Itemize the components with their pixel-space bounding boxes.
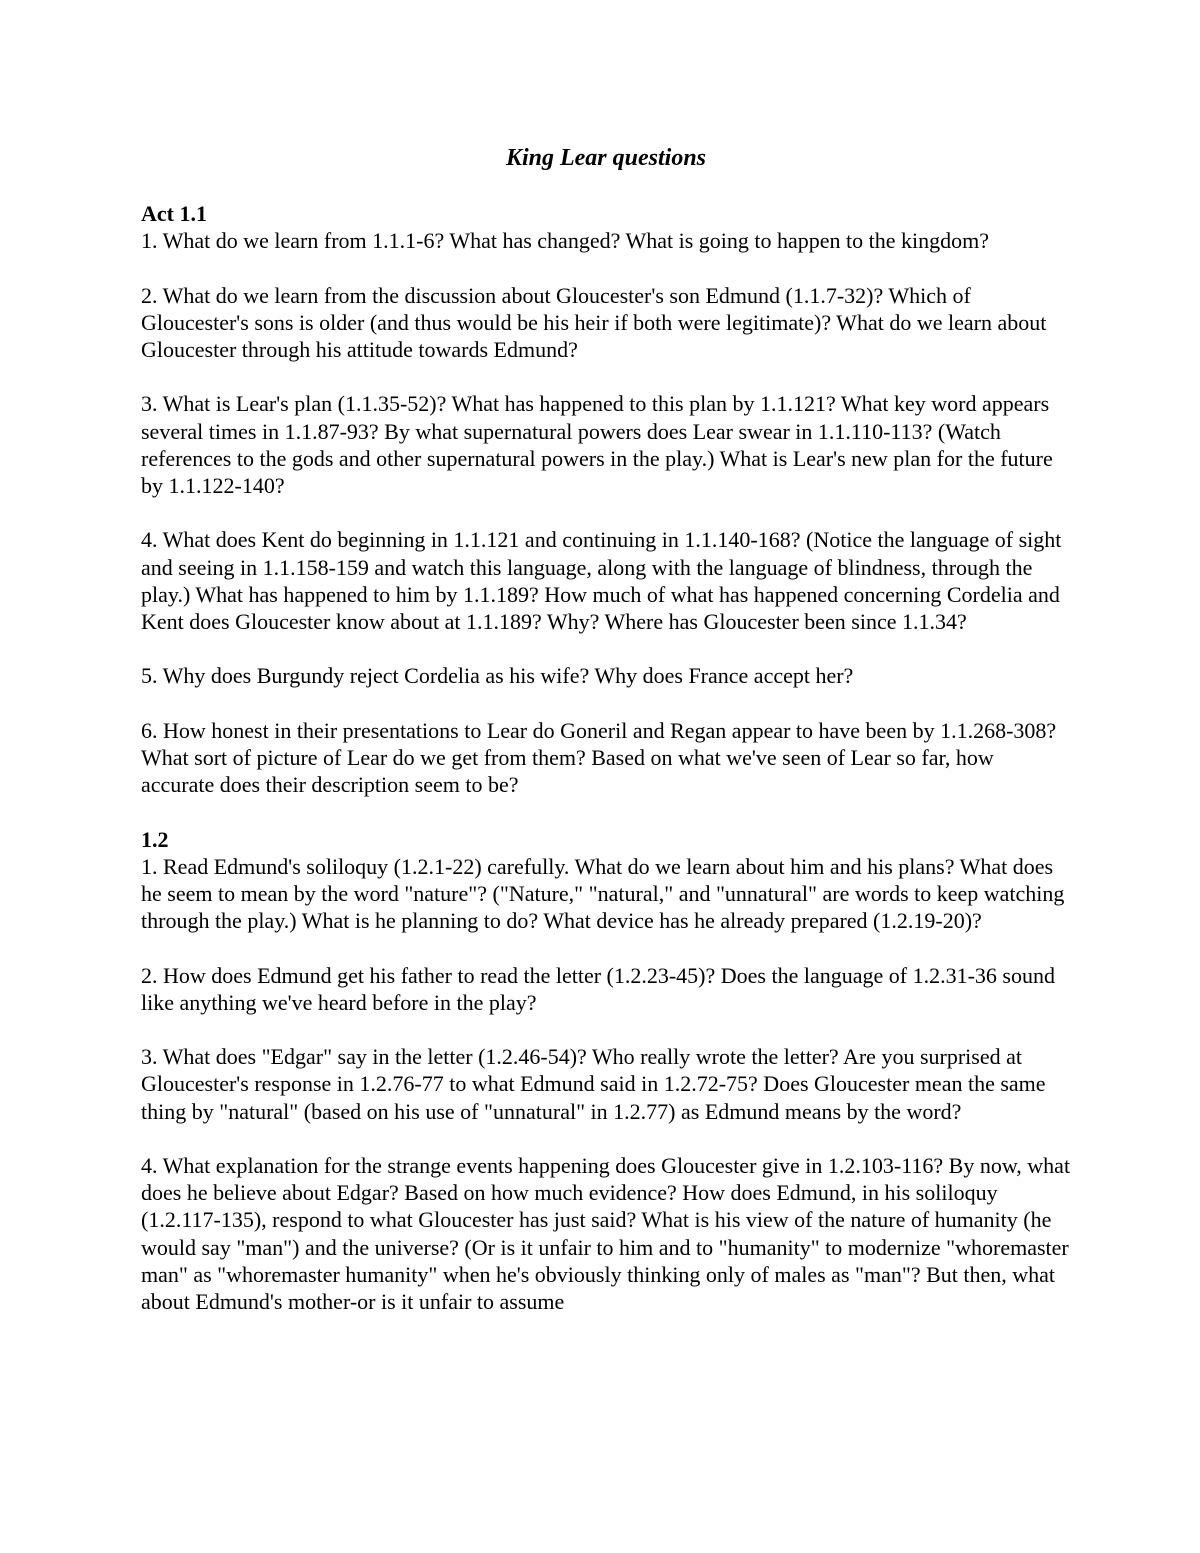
question-paragraph: 5. Why does Burgundy reject Cordelia as his wife? Why does France accept her? <box>141 663 854 689</box>
question-paragraph: 1. Read Edmund's soliloquy (1.2.1-22) carefully. What do we learn about him and his plans? What does he seem to mean by the word "nature"? ("Nature," "natural," and "unnatural" are words to keep watching through the play.) What is he planning to do? What device has he already prepared (1.2.19-20)? <box>141 853 1065 934</box>
question-paragraph: 3. What does "Edgar" say in the letter (1.2.46-54)? Who really wrote the letter? Are you surprised at Gloucester's response in 1.2.76-77 to what Edmund said in 1.2.72-75? Does Gloucester mean the same thing by "natural" (based on his use of "unnatural" in 1.2.77) as Edmund means by the word? <box>141 1044 1046 1124</box>
document-page <box>141 140 1071 1327</box>
question-paragraph: 6. How honest in their presentations to Lear do Goneril and Regan appear to have been by 1.1.268-308? What sort of picture of Lear do we get from them? Based on what we've seen of Lear so far, how accurate does their description seem to be? <box>141 717 1057 798</box>
question-paragraph: 4. What explanation for the strange events happening does Gloucester give in 1.2.103-116? By now, what does he believe about Edgar? Based on how much evidence? How does Edmund, in his soliloquy (1.2.117-135), respond to what Gloucester has just said? What is his view of the nature of humanity (he would say "man") and the universe? (Or is it unfair to him and to "humanity" to modernize "whoremaster man" as "whoremaster humanity" when he's obviously thinking only of males as "man"? But then, what about Edmund's mother-or is it unfair to assume <box>141 1152 1071 1314</box>
section-heading: 1.2 <box>141 826 169 852</box>
question-paragraph: 2. How does Edmund get his father to read the letter (1.2.23-45)? Does the language of 1.2.31-36 sound like anything we've heard before in the play? <box>141 962 1055 1015</box>
section-1-2 <box>141 826 1071 1316</box>
section-act-1-1 <box>141 200 1071 798</box>
section-heading: Act 1.1 <box>141 201 207 226</box>
question-paragraph: 4. What does Kent do beginning in 1.1.121 and continuing in 1.1.140-168? (Notice the language of sight and seeing in 1.1.158-159 and watch this language, along with the language of blindness, through the play.) What has happened to him by 1.1.189? How much of what has happened concerning Cordelia and Kent does Gloucester know about at 1.1.189? Why? Where has Gloucester been since 1.1.34? <box>141 527 1062 634</box>
question-paragraph: 1. What do we learn from 1.1.1-6? What has changed? What is going to happen to the kingdom? <box>141 228 989 254</box>
question-paragraph: 2. What do we learn from the discussion about Gloucester's son Edmund (1.1.7-32)? Which of Gloucester's sons is older (and thus would be his heir if both were legitimate)? What do we learn about Gloucester through his attitude towards Edmund? <box>141 282 1047 362</box>
document-title: King Lear questions <box>505 145 707 171</box>
question-paragraph: 3. What is Lear's plan (1.1.35-52)? What has happened to this plan by 1.1.121? What key word appears several times in 1.1.87-93? By what supernatural powers does Lear swear in 1.1.110-113? (Watch references to the gods and other supernatural powers in the play.) What is Lear's new plan for the future by 1.1.122-140? <box>141 391 1053 498</box>
